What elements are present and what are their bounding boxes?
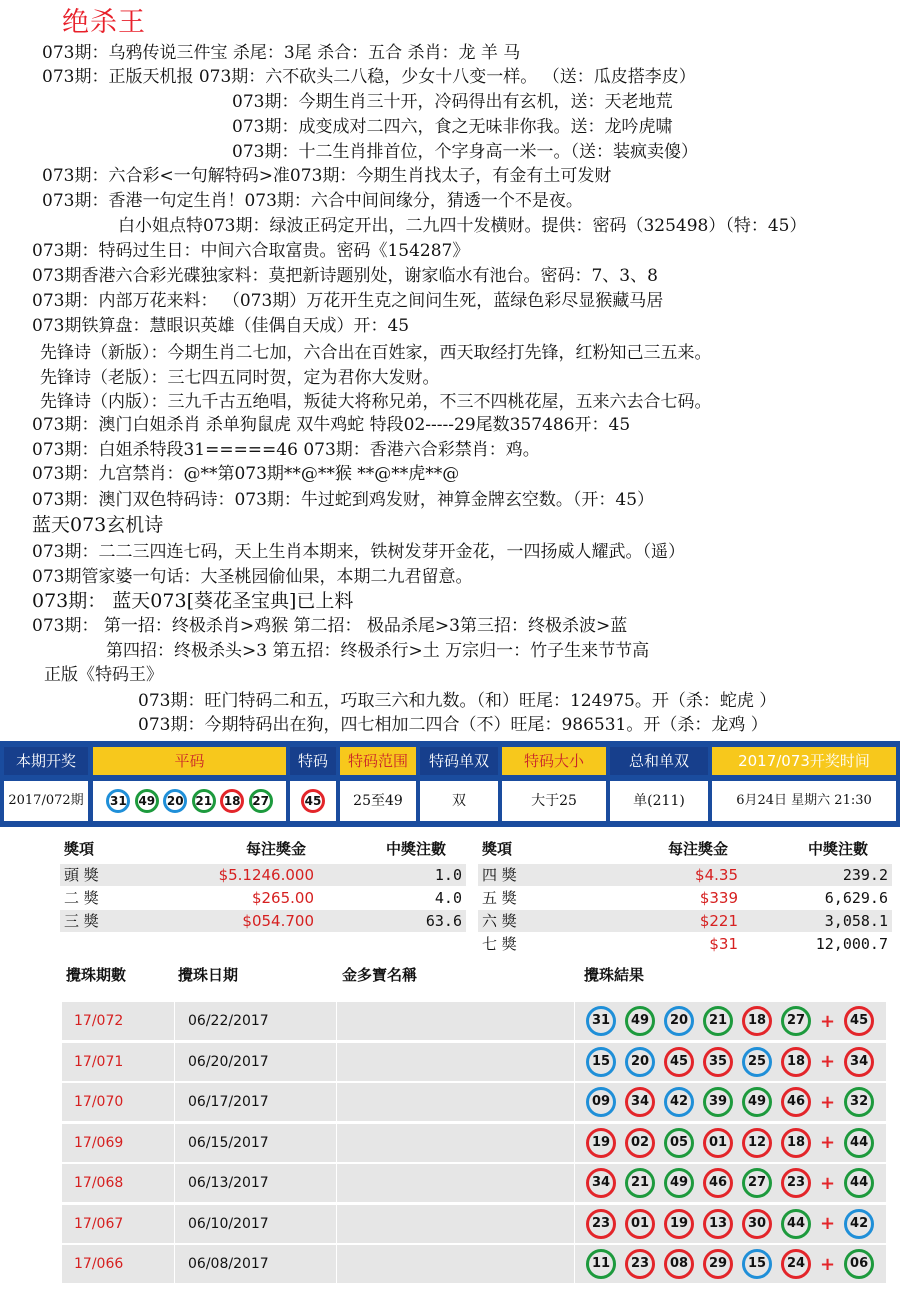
history-balls [586, 1168, 874, 1198]
ball: 27 [249, 789, 273, 813]
prize-row [60, 910, 466, 932]
text-line: 073期： 第一招：终极杀肖>鸡猴 第二招： 极品杀尾>3第三招：终极杀波>蓝 [32, 616, 628, 636]
text-line: 先锋诗（老版）：三七四五同时贺，定为君你大发财。 [40, 368, 440, 388]
text-line: 073期：特码过生日：中间六合取富贵。密码《154287》 [32, 241, 470, 261]
column-divider [174, 1083, 175, 1121]
ball: 24 [781, 1249, 811, 1279]
text-line: 正版《特码王》 [44, 665, 163, 685]
column-divider [336, 1002, 337, 1040]
text-line: 073期：今期特码出在狗，四七相加二四合（不）旺尾：986531。开（杀：龙鸡 ） [138, 715, 768, 735]
ball: 46 [703, 1168, 733, 1198]
ball: 30 [742, 1209, 772, 1239]
special-odd-even: 双 [420, 781, 498, 821]
text-line: 073期：内部万花来料： （073期）万花开生克之间问生死，蓝绿色彩尽显猴藏马居 [32, 291, 664, 311]
prize-row [478, 864, 892, 886]
prize-amount: $339 [699, 889, 738, 907]
text-line: 073期：乌鸦传说三件宝 杀尾：3尾 杀合：五合 杀肖：龙 羊 马 [42, 43, 521, 63]
ball: 12 [742, 1128, 772, 1158]
prize-count: 4.0 [434, 889, 462, 907]
column-divider [574, 1124, 575, 1162]
history-header-date: 攪珠日期 [178, 966, 239, 984]
history-date: 06/22/2017 [188, 1013, 269, 1029]
prize-amount: $265.00 [251, 889, 314, 907]
ball: 02 [625, 1128, 655, 1158]
ball: 05 [664, 1128, 694, 1158]
history-date: 06/13/2017 [188, 1175, 269, 1191]
history-period: 17/068 [74, 1175, 124, 1191]
ball: 08 [664, 1249, 694, 1279]
ball: 21 [625, 1168, 655, 1198]
header-special-range: 特码范围 [340, 747, 416, 775]
history-period: 17/069 [74, 1134, 124, 1151]
prize-amount: $4.35 [695, 866, 738, 884]
header-sum-odd-even: 总和单双 [610, 747, 708, 775]
ball: 23 [781, 1168, 811, 1198]
ball: 44 [781, 1209, 811, 1239]
special-ball: 06 [844, 1249, 874, 1279]
text-line: 073期：澳门双色特码诗：073期：牛过蛇到鸡发财，神算金牌玄空数。（开：45） [32, 490, 655, 510]
text-line: 073期管家婆一句话：大圣桃园偷仙果，本期二九君留意。 [32, 567, 473, 587]
prize-name: 頭 獎 [64, 866, 99, 884]
prize-row [478, 910, 892, 932]
ball: 23 [625, 1249, 655, 1279]
text-line: 073期：澳门白姐杀肖 杀单狗鼠虎 双牛鸡蛇 特段02-----29尾数357486开：45 [32, 415, 631, 435]
history-date: 06/17/2017 [188, 1094, 269, 1110]
normal-balls [93, 781, 286, 821]
ball: 34 [586, 1168, 616, 1198]
text-line: 蓝天073玄机诗 [32, 514, 164, 536]
text-line: 073期：今期生肖三十开，冷码得出有玄机，送：天老地荒 [232, 92, 673, 112]
ball: 20 [163, 789, 187, 813]
prize-amount: $31 [709, 935, 738, 953]
prize-header-amount: 每注獎金 [246, 840, 307, 858]
prize-header-count-right: 中獎注數 [808, 840, 869, 858]
prize-count: 6,629.6 [824, 889, 888, 907]
prize-row [478, 887, 892, 909]
special-ball: 45 [301, 789, 325, 813]
ball: 19 [664, 1209, 694, 1239]
history-balls [586, 1087, 874, 1117]
column-divider [336, 1164, 337, 1202]
ball: 31 [106, 789, 130, 813]
plus-sign: + [820, 1051, 836, 1072]
ball: 18 [781, 1128, 811, 1158]
ball: 15 [586, 1047, 616, 1077]
ball: 31 [586, 1006, 616, 1036]
ball: 46 [781, 1087, 811, 1117]
ball: 20 [625, 1047, 655, 1077]
history-header-result: 攪珠結果 [584, 966, 645, 984]
history-period: 17/071 [74, 1053, 124, 1070]
text-line: 073期：旺门特码二和五，巧取三六和九数。（和）旺尾：124975。开（杀：蛇虎 ） [138, 691, 777, 711]
history-row [62, 1002, 886, 1040]
prize-count: 63.6 [425, 912, 462, 930]
plus-sign: + [820, 1253, 836, 1275]
current-period: 2017/072期 [4, 781, 88, 821]
ball: 21 [703, 1006, 733, 1036]
sum-odd-even: 单(211) [610, 781, 708, 821]
prize-count: 12,000.7 [815, 935, 888, 953]
column-divider [574, 1083, 575, 1121]
prize-header-count: 中獎注數 [386, 840, 447, 858]
prize-name: 三 獎 [64, 912, 99, 930]
prize-row [60, 864, 466, 886]
prize-name: 四 獎 [482, 866, 517, 884]
ball: 13 [703, 1209, 733, 1239]
prize-name: 六 獎 [482, 912, 517, 930]
prize-header-name: 獎項 [64, 840, 95, 858]
history-date: 06/20/2017 [188, 1053, 269, 1070]
column-divider [174, 1164, 175, 1202]
header-special-number: 特码 [290, 747, 336, 775]
history-balls [586, 1209, 874, 1239]
ball: 27 [781, 1006, 811, 1036]
special-size: 大于25 [502, 781, 606, 821]
ball: 18 [781, 1047, 811, 1077]
prize-count: 239.2 [842, 866, 888, 884]
text-line: 073期： 蓝天073[葵花圣宝典]已上料 [32, 590, 354, 612]
history-period: 17/066 [74, 1256, 124, 1272]
history-row [62, 1124, 886, 1162]
header-special-size: 特码大小 [502, 747, 606, 775]
history-row [62, 1205, 886, 1243]
prize-name: 七 獎 [482, 935, 517, 953]
ball: 15 [742, 1249, 772, 1279]
text-line: 白小姐点特073期：绿波正码定开出，二九四十发横财。提供：密码（325498）（特：45） [118, 216, 807, 236]
prize-name: 二 獎 [64, 889, 99, 907]
text-line: 073期：正版天机报 073期：六不砍头二八稳，少女十八变一样。 （送：瓜皮搭李皮） [42, 67, 696, 87]
special-ball: 34 [844, 1047, 874, 1077]
next-draw-time: 6月24日 星期六 21:30 [712, 781, 896, 821]
column-divider [574, 1245, 575, 1283]
column-divider [574, 1164, 575, 1202]
ball: 18 [742, 1006, 772, 1036]
column-divider [174, 1205, 175, 1243]
text-line: 073期：六合彩<一句解特码>准073期：今期生肖找太子，有金有土可发财 [42, 166, 612, 186]
prize-amount: $221 [699, 912, 738, 930]
history-balls [586, 1128, 874, 1158]
column-divider [174, 1002, 175, 1040]
history-period: 17/072 [74, 1013, 124, 1029]
page-title: 绝杀王 [62, 7, 146, 38]
header-current-draw: 本期开奖 [4, 747, 88, 775]
prize-count: 1.0 [434, 866, 462, 884]
prize-header-amount-right: 每注獎金 [668, 840, 729, 858]
text-line: 先锋诗（内版）：三九千古五绝唱，叛徒大将称兄弟，不三不四桃花屋，五来六去合七码。 [40, 392, 712, 412]
text-line: 073期：二二三四连七码，天上生肖本期来，铁树发芽开金花，一四扬威人耀武。（遥） [32, 542, 685, 562]
ball: 18 [220, 789, 244, 813]
special-ball: 45 [844, 1006, 874, 1036]
ball: 01 [625, 1209, 655, 1239]
result-table [0, 741, 900, 827]
ball: 34 [625, 1087, 655, 1117]
ball: 20 [664, 1006, 694, 1036]
prize-count: 3,058.1 [824, 912, 888, 930]
history-header-name: 金多寶名稱 [342, 966, 418, 984]
ball: 21 [192, 789, 216, 813]
text-line: 073期香港六合彩光碟独家料：莫把新诗题别处，谢家临水有池台。密码：7、3、8 [32, 266, 658, 286]
column-divider [336, 1083, 337, 1121]
column-divider [174, 1124, 175, 1162]
column-divider [336, 1124, 337, 1162]
prize-header-name-right: 獎項 [482, 840, 513, 858]
history-date: 06/08/2017 [188, 1256, 269, 1272]
history-row [62, 1083, 886, 1121]
ball: 49 [625, 1006, 655, 1036]
column-divider [336, 1205, 337, 1243]
history-period: 17/067 [74, 1215, 124, 1232]
special-ball: 44 [844, 1128, 874, 1158]
history-date: 06/10/2017 [188, 1215, 269, 1232]
ball: 01 [703, 1128, 733, 1158]
ball: 35 [703, 1047, 733, 1077]
ball: 09 [586, 1087, 616, 1117]
prize-amount: $054.700 [242, 912, 314, 930]
ball: 29 [703, 1249, 733, 1279]
prize-name: 五 獎 [482, 889, 517, 907]
special-ball-cell [290, 781, 336, 821]
history-row [62, 1245, 886, 1283]
ball: 42 [664, 1087, 694, 1117]
ball: 19 [586, 1128, 616, 1158]
column-divider [574, 1043, 575, 1081]
plus-sign: + [820, 1091, 836, 1113]
text-line: 073期：十二生肖排首位，个字身高一米一。（送：装疯卖傻） [232, 142, 698, 162]
plus-sign: + [820, 1172, 836, 1194]
ball: 27 [742, 1168, 772, 1198]
text-line: 073期：成变成对二四六，食之无味非你我。送：龙吟虎啸 [232, 117, 673, 137]
plus-sign: + [820, 1010, 836, 1032]
column-divider [174, 1043, 175, 1081]
special-ball: 32 [844, 1087, 874, 1117]
text-line: 073期：香港一句定生肖！073期：六合中间间缘分，猜透一个不是夜。 [42, 191, 583, 211]
header-next-draw-time: 2017/073开奖时间 [712, 747, 896, 775]
history-row [62, 1043, 886, 1081]
history-date: 06/15/2017 [188, 1134, 269, 1151]
plus-sign: + [820, 1213, 836, 1234]
text-line: 073期：九宫禁肖：@**第073期**@**猴 **@**虎**@ [32, 464, 460, 484]
history-header-period: 攪珠期數 [66, 966, 127, 984]
column-divider [336, 1245, 337, 1283]
history-period: 17/070 [74, 1094, 124, 1110]
ball: 49 [742, 1087, 772, 1117]
text-line: 第四招：终极杀头>3 第五招：终极杀行>土 万宗归一：竹子生来节节高 [106, 641, 650, 661]
prize-row [478, 933, 892, 955]
column-divider [574, 1205, 575, 1243]
history-row [62, 1164, 886, 1202]
column-divider [574, 1002, 575, 1040]
special-ball: 42 [844, 1209, 874, 1239]
ball: 11 [586, 1249, 616, 1279]
header-normal-numbers: 平码 [93, 747, 286, 775]
prize-row [60, 887, 466, 909]
ball: 39 [703, 1087, 733, 1117]
text-line: 073期：白姐杀特段31=====46 073期：香港六合彩禁肖：鸡。 [32, 440, 540, 460]
text-line: 先锋诗（新版）：今期生肖二七加，六合出在百姓家，西天取经打先锋，红粉知己三五来。 [40, 343, 712, 363]
header-special-odd-even: 特码单双 [420, 747, 498, 775]
ball: 49 [664, 1168, 694, 1198]
history-balls [586, 1249, 874, 1279]
ball: 23 [586, 1209, 616, 1239]
column-divider [174, 1245, 175, 1283]
column-divider [336, 1043, 337, 1081]
ball: 45 [664, 1047, 694, 1077]
history-balls [586, 1006, 874, 1036]
plus-sign: + [820, 1132, 836, 1153]
ball: 49 [135, 789, 159, 813]
special-ball: 44 [844, 1168, 874, 1198]
ball: 25 [742, 1047, 772, 1077]
text-line: 073期铁算盘：慧眼识英雄（佳偶自天成）开：45 [32, 316, 410, 336]
prize-amount: $5.1246.000 [218, 866, 314, 884]
special-range: 25至49 [340, 781, 416, 821]
history-balls [586, 1047, 874, 1077]
